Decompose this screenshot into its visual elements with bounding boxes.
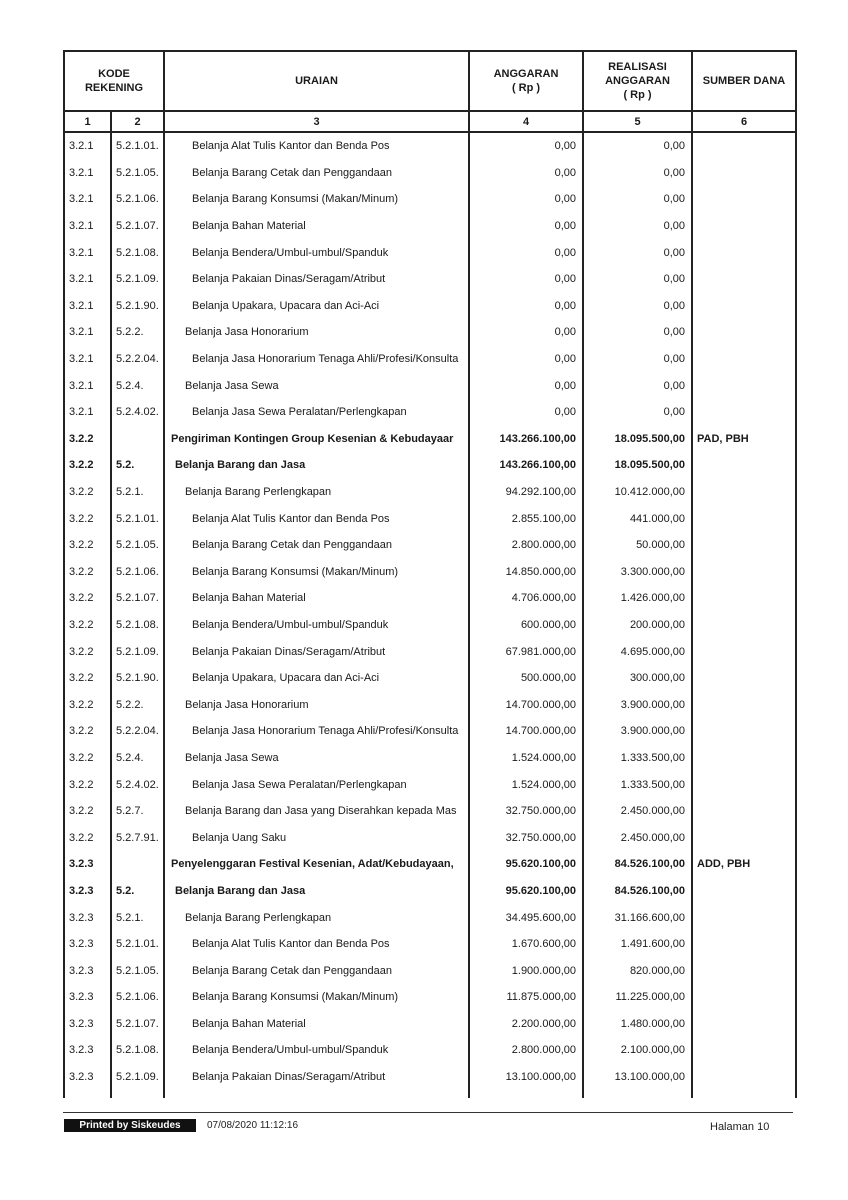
sumber-dana-cell xyxy=(692,372,796,399)
kode-2-cell: 5.2.1.01. xyxy=(111,132,164,160)
table-spacer-row xyxy=(64,1090,796,1098)
uraian-cell: Belanja Bahan Material xyxy=(164,1011,469,1038)
table-row xyxy=(64,372,796,399)
kode-1-cell: 3.2.2 xyxy=(64,718,111,745)
sumber-dana-cell xyxy=(692,132,796,160)
kode-2-cell: 5.2.7. xyxy=(111,798,164,825)
kode-2-cell: 5.2.1.05. xyxy=(111,532,164,559)
column-number: 5 xyxy=(583,111,692,132)
realisasi-cell: 13.100.000,00 xyxy=(583,1064,692,1091)
table-row xyxy=(64,559,796,586)
kode-2-cell: 5.2.4.02. xyxy=(111,399,164,426)
kode-2-cell: 5.2.1.06. xyxy=(111,186,164,213)
table-row xyxy=(64,186,796,213)
kode-2-cell: 5.2.1. xyxy=(111,904,164,931)
table-row xyxy=(64,1064,796,1091)
anggaran-cell: 0,00 xyxy=(469,346,583,373)
anggaran-cell: 4.706.000,00 xyxy=(469,585,583,612)
spacer-cell xyxy=(111,1090,164,1098)
kode-1-cell: 3.2.2 xyxy=(64,665,111,692)
anggaran-cell: 2.800.000,00 xyxy=(469,532,583,559)
page-number: Halaman 10 xyxy=(710,1121,770,1133)
table-row xyxy=(64,319,796,346)
anggaran-cell: 600.000,00 xyxy=(469,612,583,639)
table-row xyxy=(64,824,796,851)
kode-1-cell: 3.2.1 xyxy=(64,372,111,399)
anggaran-cell: 95.620.100,00 xyxy=(469,851,583,878)
kode-2-cell: 5.2.4. xyxy=(111,745,164,772)
table-row xyxy=(64,612,796,639)
sumber-dana-cell xyxy=(692,878,796,905)
uraian-cell: Belanja Pakaian Dinas/Seragam/Atribut xyxy=(164,266,469,293)
anggaran-cell: 14.700.000,00 xyxy=(469,718,583,745)
kode-2-cell: 5.2.2. xyxy=(111,691,164,718)
uraian-cell: Belanja Jasa Sewa xyxy=(164,745,469,772)
table-row xyxy=(64,532,796,559)
realisasi-cell: 300.000,00 xyxy=(583,665,692,692)
kode-2-cell: 5.2.1.05. xyxy=(111,957,164,984)
kode-1-cell: 3.2.2 xyxy=(64,452,111,479)
table-row xyxy=(64,1037,796,1064)
anggaran-cell: 0,00 xyxy=(469,372,583,399)
uraian-cell: Belanja Jasa Honorarium xyxy=(164,319,469,346)
anggaran-cell: 0,00 xyxy=(469,319,583,346)
uraian-cell: Belanja Jasa Honorarium xyxy=(164,691,469,718)
kode-2-cell: 5.2.1.05. xyxy=(111,160,164,187)
sumber-dana-cell xyxy=(692,984,796,1011)
realisasi-cell: 200.000,00 xyxy=(583,612,692,639)
table-row xyxy=(64,213,796,240)
sumber-dana-cell xyxy=(692,612,796,639)
anggaran-cell: 95.620.100,00 xyxy=(469,878,583,905)
sumber-dana-cell xyxy=(692,1064,796,1091)
spacer-cell xyxy=(469,1090,583,1098)
anggaran-cell: 14.850.000,00 xyxy=(469,559,583,586)
realisasi-cell: 2.100.000,00 xyxy=(583,1037,692,1064)
sumber-dana-cell xyxy=(692,266,796,293)
kode-2-cell: 5.2.4. xyxy=(111,372,164,399)
sumber-dana-cell xyxy=(692,718,796,745)
sumber-dana-cell xyxy=(692,559,796,586)
kode-2-cell: 5.2.1.01. xyxy=(111,931,164,958)
table-row xyxy=(64,346,796,373)
realisasi-cell: 18.095.500,00 xyxy=(583,426,692,453)
table-body xyxy=(64,132,796,1098)
sumber-dana-cell xyxy=(692,1037,796,1064)
realisasi-cell: 0,00 xyxy=(583,372,692,399)
realisasi-cell: 1.480.000,00 xyxy=(583,1011,692,1038)
print-timestamp: 07/08/2020 11:12:16 xyxy=(207,1120,299,1131)
uraian-cell: Belanja Barang Cetak dan Penggandaan xyxy=(164,160,469,187)
realisasi-cell: 1.333.500,00 xyxy=(583,771,692,798)
kode-1-cell: 3.2.2 xyxy=(64,585,111,612)
uraian-cell: Belanja Upakara, Upacara dan Aci-Aci xyxy=(164,293,469,320)
column-number: 3 xyxy=(164,111,469,132)
kode-1-cell: 3.2.1 xyxy=(64,293,111,320)
table-row xyxy=(64,1011,796,1038)
kode-1-cell: 3.2.3 xyxy=(64,904,111,931)
anggaran-cell: 0,00 xyxy=(469,399,583,426)
anggaran-cell: 0,00 xyxy=(469,213,583,240)
realisasi-cell: 84.526.100,00 xyxy=(583,878,692,905)
sumber-dana-cell: PAD, PBH xyxy=(692,426,796,453)
uraian-cell: Belanja Upakara, Upacara dan Aci-Aci xyxy=(164,665,469,692)
uraian-cell: Belanja Barang dan Jasa yang Diserahkan kepada Mas xyxy=(164,798,469,825)
kode-2-cell: 5.2.7.91. xyxy=(111,824,164,851)
kode-2-cell: 5.2.4.02. xyxy=(111,771,164,798)
sumber-dana-cell xyxy=(692,452,796,479)
kode-1-cell: 3.2.3 xyxy=(64,1037,111,1064)
uraian-cell: Belanja Barang dan Jasa xyxy=(164,878,469,905)
kode-2-cell: 5.2.1. xyxy=(111,479,164,506)
sumber-dana-cell xyxy=(692,957,796,984)
realisasi-cell: 0,00 xyxy=(583,213,692,240)
uraian-cell: Belanja Jasa Sewa xyxy=(164,372,469,399)
table-row xyxy=(64,665,796,692)
uraian-cell: Belanja Pakaian Dinas/Seragam/Atribut xyxy=(164,638,469,665)
kode-1-cell: 3.2.2 xyxy=(64,638,111,665)
kode-1-cell: 3.2.2 xyxy=(64,798,111,825)
kode-1-cell: 3.2.3 xyxy=(64,957,111,984)
kode-2-cell: 5.2.1.07. xyxy=(111,585,164,612)
header-anggaran-unit: ( Rp ) xyxy=(511,82,541,94)
realisasi-cell: 0,00 xyxy=(583,239,692,266)
sumber-dana-cell xyxy=(692,213,796,240)
sumber-dana-cell xyxy=(692,532,796,559)
kode-2-cell: 5.2.1.08. xyxy=(111,612,164,639)
kode-1-cell: 3.2.2 xyxy=(64,745,111,772)
sumber-dana-cell: ADD, PBH xyxy=(692,851,796,878)
realisasi-cell: 84.526.100,00 xyxy=(583,851,692,878)
realisasi-cell: 4.695.000,00 xyxy=(583,638,692,665)
kode-1-cell: 3.2.1 xyxy=(64,186,111,213)
sumber-dana-cell xyxy=(692,665,796,692)
uraian-cell: Belanja Barang Perlengkapan xyxy=(164,904,469,931)
sumber-dana-cell xyxy=(692,239,796,266)
sumber-dana-cell xyxy=(692,585,796,612)
sumber-dana-cell xyxy=(692,319,796,346)
realisasi-cell: 820.000,00 xyxy=(583,957,692,984)
sumber-dana-cell xyxy=(692,824,796,851)
realisasi-cell: 0,00 xyxy=(583,266,692,293)
realisasi-cell: 0,00 xyxy=(583,132,692,160)
kode-1-cell: 3.2.1 xyxy=(64,160,111,187)
header-uraian: URAIAN xyxy=(164,51,469,111)
anggaran-cell: 0,00 xyxy=(469,132,583,160)
sumber-dana-cell xyxy=(692,293,796,320)
kode-2-cell: 5.2.1.01. xyxy=(111,505,164,532)
sumber-dana-cell xyxy=(692,505,796,532)
kode-1-cell: 3.2.3 xyxy=(64,984,111,1011)
kode-2-cell: 5.2.1.09. xyxy=(111,266,164,293)
spacer-cell xyxy=(583,1090,692,1098)
table-row xyxy=(64,452,796,479)
anggaran-cell: 0,00 xyxy=(469,266,583,293)
sumber-dana-cell xyxy=(692,1011,796,1038)
uraian-cell: Belanja Barang Konsumsi (Makan/Minum) xyxy=(164,559,469,586)
realisasi-cell: 18.095.500,00 xyxy=(583,452,692,479)
uraian-cell: Belanja Barang Konsumsi (Makan/Minum) xyxy=(164,984,469,1011)
anggaran-cell: 11.875.000,00 xyxy=(469,984,583,1011)
realisasi-cell: 50.000,00 xyxy=(583,532,692,559)
uraian-cell: Belanja Jasa Honorarium Tenaga Ahli/Profesi/Konsulta xyxy=(164,346,469,373)
kode-1-cell: 3.2.2 xyxy=(64,612,111,639)
kode-2-cell: 5.2.1.08. xyxy=(111,239,164,266)
table-row xyxy=(64,878,796,905)
table-row xyxy=(64,638,796,665)
sumber-dana-cell xyxy=(692,346,796,373)
uraian-cell: Belanja Barang Cetak dan Penggandaan xyxy=(164,957,469,984)
table-row xyxy=(64,399,796,426)
anggaran-cell: 32.750.000,00 xyxy=(469,798,583,825)
column-number: 1 xyxy=(64,111,111,132)
realisasi-cell: 10.412.000,00 xyxy=(583,479,692,506)
realisasi-cell: 2.450.000,00 xyxy=(583,798,692,825)
column-number-row xyxy=(64,111,796,132)
header-realisasi xyxy=(583,51,692,111)
sumber-dana-cell xyxy=(692,798,796,825)
realisasi-cell: 3.900.000,00 xyxy=(583,718,692,745)
anggaran-cell: 14.700.000,00 xyxy=(469,691,583,718)
kode-2-cell: 5.2.2.04. xyxy=(111,346,164,373)
kode-2-cell: 5.2.2. xyxy=(111,319,164,346)
header-kode-label: KODE REKENING xyxy=(84,68,144,94)
spacer-cell xyxy=(692,1090,796,1098)
kode-1-cell: 3.2.1 xyxy=(64,266,111,293)
realisasi-cell: 0,00 xyxy=(583,346,692,373)
budget-realization-table xyxy=(63,50,797,1098)
table-row xyxy=(64,771,796,798)
sumber-dana-cell xyxy=(692,638,796,665)
kode-2-cell: 5.2.1.90. xyxy=(111,665,164,692)
realisasi-cell: 31.166.600,00 xyxy=(583,904,692,931)
table-row xyxy=(64,957,796,984)
table-row xyxy=(64,266,796,293)
anggaran-cell: 67.981.000,00 xyxy=(469,638,583,665)
table-row xyxy=(64,904,796,931)
table-row xyxy=(64,479,796,506)
anggaran-cell: 2.800.000,00 xyxy=(469,1037,583,1064)
realisasi-cell: 11.225.000,00 xyxy=(583,984,692,1011)
header-realisasi-label-2: ANGGARAN xyxy=(605,75,670,87)
kode-2-cell: 5.2.1.07. xyxy=(111,1011,164,1038)
kode-1-cell: 3.2.1 xyxy=(64,213,111,240)
kode-1-cell: 3.2.2 xyxy=(64,426,111,453)
realisasi-cell: 2.450.000,00 xyxy=(583,824,692,851)
anggaran-cell: 94.292.100,00 xyxy=(469,479,583,506)
kode-2-cell xyxy=(111,426,164,453)
table-row xyxy=(64,745,796,772)
kode-2-cell: 5.2.1.90. xyxy=(111,293,164,320)
uraian-cell: Belanja Jasa Honorarium Tenaga Ahli/Profesi/Konsulta xyxy=(164,718,469,745)
anggaran-cell: 32.750.000,00 xyxy=(469,824,583,851)
uraian-cell: Belanja Jasa Sewa Peralatan/Perlengkapan xyxy=(164,399,469,426)
kode-2-cell: 5.2.1.06. xyxy=(111,984,164,1011)
sumber-dana-cell xyxy=(692,399,796,426)
kode-1-cell: 3.2.3 xyxy=(64,931,111,958)
kode-1-cell: 3.2.1 xyxy=(64,239,111,266)
kode-1-cell: 3.2.2 xyxy=(64,505,111,532)
kode-2-cell: 5.2.1.07. xyxy=(111,213,164,240)
uraian-cell: Belanja Alat Tulis Kantor dan Benda Pos xyxy=(164,931,469,958)
realisasi-cell: 0,00 xyxy=(583,293,692,320)
kode-2-cell: 5.2. xyxy=(111,878,164,905)
table-row xyxy=(64,505,796,532)
anggaran-cell: 143.266.100,00 xyxy=(469,426,583,453)
table-row xyxy=(64,851,796,878)
kode-2-cell: 5.2.1.06. xyxy=(111,559,164,586)
anggaran-cell: 1.670.600,00 xyxy=(469,931,583,958)
sumber-dana-cell xyxy=(692,691,796,718)
sumber-dana-cell xyxy=(692,160,796,187)
uraian-cell: Belanja Bahan Material xyxy=(164,213,469,240)
header-anggaran-label: ANGGARAN xyxy=(493,68,559,80)
anggaran-cell: 1.900.000,00 xyxy=(469,957,583,984)
kode-1-cell: 3.2.3 xyxy=(64,1011,111,1038)
anggaran-cell: 0,00 xyxy=(469,293,583,320)
kode-1-cell: 3.2.3 xyxy=(64,851,111,878)
kode-1-cell: 3.2.1 xyxy=(64,319,111,346)
table-row xyxy=(64,293,796,320)
column-number: 6 xyxy=(692,111,796,132)
header-kode-rekening xyxy=(64,51,164,111)
kode-1-cell: 3.2.2 xyxy=(64,771,111,798)
uraian-cell: Belanja Bendera/Umbul-umbul/Spanduk xyxy=(164,239,469,266)
header-realisasi-label: REALISASI xyxy=(608,61,667,73)
kode-1-cell: 3.2.2 xyxy=(64,479,111,506)
kode-1-cell: 3.2.2 xyxy=(64,559,111,586)
sumber-dana-cell xyxy=(692,904,796,931)
uraian-cell: Belanja Jasa Sewa Peralatan/Perlengkapan xyxy=(164,771,469,798)
uraian-cell: Belanja Bendera/Umbul-umbul/Spanduk xyxy=(164,1037,469,1064)
uraian-cell: Belanja Uang Saku xyxy=(164,824,469,851)
anggaran-cell: 0,00 xyxy=(469,160,583,187)
header-anggaran xyxy=(469,51,583,111)
kode-2-cell: 5.2.1.09. xyxy=(111,638,164,665)
spacer-cell xyxy=(164,1090,469,1098)
sumber-dana-cell xyxy=(692,931,796,958)
sumber-dana-cell xyxy=(692,479,796,506)
realisasi-cell: 3.900.000,00 xyxy=(583,691,692,718)
table-row xyxy=(64,585,796,612)
kode-2-cell: 5.2. xyxy=(111,452,164,479)
anggaran-cell: 2.855.100,00 xyxy=(469,505,583,532)
kode-2-cell: 5.2.1.09. xyxy=(111,1064,164,1091)
realisasi-cell: 0,00 xyxy=(583,399,692,426)
kode-2-cell: 5.2.2.04. xyxy=(111,718,164,745)
uraian-cell: Penyelenggaran Festival Kesenian, Adat/Kebudayaan, xyxy=(164,851,469,878)
realisasi-cell: 441.000,00 xyxy=(583,505,692,532)
anggaran-cell: 0,00 xyxy=(469,186,583,213)
anggaran-cell: 500.000,00 xyxy=(469,665,583,692)
table-row xyxy=(64,239,796,266)
kode-1-cell: 3.2.3 xyxy=(64,1064,111,1091)
table-row xyxy=(64,798,796,825)
kode-1-cell: 3.2.1 xyxy=(64,132,111,160)
table-row xyxy=(64,426,796,453)
table-row xyxy=(64,984,796,1011)
anggaran-cell: 34.495.600,00 xyxy=(469,904,583,931)
anggaran-cell: 13.100.000,00 xyxy=(469,1064,583,1091)
anggaran-cell: 0,00 xyxy=(469,239,583,266)
anggaran-cell: 143.266.100,00 xyxy=(469,452,583,479)
uraian-cell: Belanja Barang Konsumsi (Makan/Minum) xyxy=(164,186,469,213)
header-row xyxy=(64,51,796,111)
table-row xyxy=(64,132,796,160)
kode-1-cell: 3.2.2 xyxy=(64,824,111,851)
anggaran-cell: 1.524.000,00 xyxy=(469,771,583,798)
table-row xyxy=(64,160,796,187)
uraian-cell: Belanja Bahan Material xyxy=(164,585,469,612)
realisasi-cell: 0,00 xyxy=(583,319,692,346)
uraian-cell: Belanja Alat Tulis Kantor dan Benda Pos xyxy=(164,505,469,532)
sumber-dana-cell xyxy=(692,771,796,798)
realisasi-cell: 1.333.500,00 xyxy=(583,745,692,772)
table-row xyxy=(64,931,796,958)
uraian-cell: Belanja Barang dan Jasa xyxy=(164,452,469,479)
column-number: 4 xyxy=(469,111,583,132)
printed-by-badge: Printed by Siskeudes xyxy=(64,1119,196,1132)
uraian-cell: Belanja Bendera/Umbul-umbul/Spanduk xyxy=(164,612,469,639)
realisasi-cell: 3.300.000,00 xyxy=(583,559,692,586)
sumber-dana-cell xyxy=(692,186,796,213)
sumber-dana-cell xyxy=(692,745,796,772)
anggaran-cell: 1.524.000,00 xyxy=(469,745,583,772)
kode-1-cell: 3.2.2 xyxy=(64,691,111,718)
uraian-cell: Belanja Alat Tulis Kantor dan Benda Pos xyxy=(164,132,469,160)
realisasi-cell: 1.491.600,00 xyxy=(583,931,692,958)
realisasi-cell: 1.426.000,00 xyxy=(583,585,692,612)
kode-1-cell: 3.2.1 xyxy=(64,399,111,426)
kode-1-cell: 3.2.3 xyxy=(64,878,111,905)
header-realisasi-unit: ( Rp ) xyxy=(623,89,652,101)
realisasi-cell: 0,00 xyxy=(583,160,692,187)
header-sumber-dana: SUMBER DANA xyxy=(692,51,796,111)
table-row xyxy=(64,718,796,745)
kode-2-cell: 5.2.1.08. xyxy=(111,1037,164,1064)
uraian-cell: Pengiriman Kontingen Group Kesenian & Kebudayaar xyxy=(164,426,469,453)
table-row xyxy=(64,691,796,718)
uraian-cell: Belanja Pakaian Dinas/Seragam/Atribut xyxy=(164,1064,469,1091)
uraian-cell: Belanja Barang Cetak dan Penggandaan xyxy=(164,532,469,559)
kode-2-cell xyxy=(111,851,164,878)
kode-1-cell: 3.2.1 xyxy=(64,346,111,373)
footer-divider xyxy=(63,1112,793,1113)
uraian-cell: Belanja Barang Perlengkapan xyxy=(164,479,469,506)
kode-1-cell: 3.2.2 xyxy=(64,532,111,559)
anggaran-cell: 2.200.000,00 xyxy=(469,1011,583,1038)
spacer-cell xyxy=(64,1090,111,1098)
column-number: 2 xyxy=(111,111,164,132)
realisasi-cell: 0,00 xyxy=(583,186,692,213)
